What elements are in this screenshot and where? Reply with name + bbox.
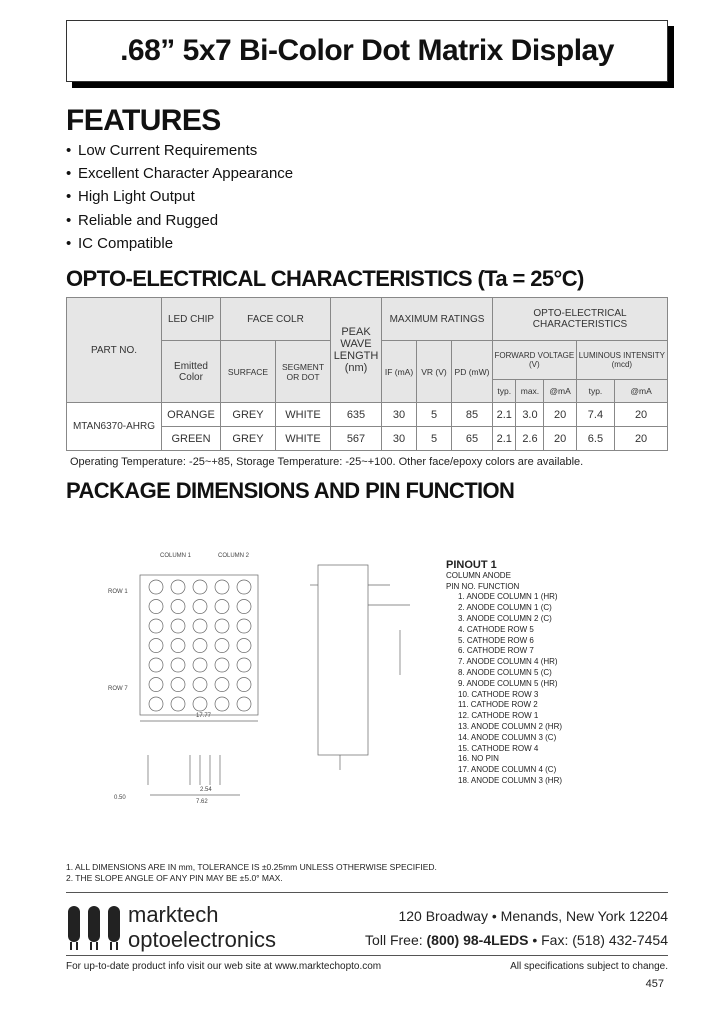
phone-line xyxy=(365,932,668,948)
spec-table xyxy=(66,297,668,451)
package-drawing xyxy=(100,545,440,815)
th-vf-max: max. xyxy=(516,380,544,403)
th-if: IF (mA) xyxy=(382,341,417,403)
features-heading: FEATURES xyxy=(66,104,221,137)
matrix-dot xyxy=(237,580,251,594)
pin-item: 10. CATHODE ROW 3 xyxy=(458,689,539,699)
matrix-dot xyxy=(215,678,229,692)
col1-label: COLUMN 1 xyxy=(160,553,192,559)
address: 120 Broadway • Menands, New York 12204 xyxy=(398,908,668,924)
feature-item: • High Light Output xyxy=(66,188,195,206)
matrix-dot xyxy=(193,619,207,633)
pin-item: 8. ANODE COLUMN 5 (C) xyxy=(458,667,552,677)
th-iv-typ: typ. xyxy=(576,380,614,403)
th-vr: VR (V) xyxy=(417,341,452,403)
matrix-dot xyxy=(149,600,163,614)
cell: 7.4 xyxy=(576,403,614,427)
cell: 20 xyxy=(615,403,668,427)
pin-item: 9. ANODE COLUMN 5 (HR) xyxy=(458,678,558,688)
marktech-logo-icon xyxy=(66,900,124,950)
matrix-dot xyxy=(237,678,251,692)
part-number: MTAN6370-AHRG xyxy=(67,403,162,451)
phone-prefix: Toll Free: xyxy=(365,932,427,948)
matrix-dot xyxy=(171,600,185,614)
brand-name: marktech xyxy=(128,902,219,927)
th-forward-voltage: FORWARD VOLTAGE (V) xyxy=(493,341,577,380)
matrix-dot xyxy=(171,697,185,711)
th-face-colr: FACE COLR xyxy=(221,298,331,341)
pin-item: 6. CATHODE ROW 7 xyxy=(458,646,534,656)
brand-subtitle: optoelectronics xyxy=(128,927,276,952)
matrix-dot xyxy=(171,619,185,633)
matrix-dot xyxy=(149,580,163,594)
cell: GREEN xyxy=(162,427,221,451)
cell: 30 xyxy=(382,403,417,427)
pin-item: 3. ANODE COLUMN 2 (C) xyxy=(458,613,552,623)
matrix-dot xyxy=(215,697,229,711)
cell: 2.1 xyxy=(493,427,516,451)
cell: 65 xyxy=(452,427,493,451)
width-label: 17.77 xyxy=(196,713,212,719)
cell: GREY xyxy=(221,403,276,427)
cell: 20 xyxy=(615,427,668,451)
pin-item: 16. NO PIN xyxy=(458,754,499,764)
matrix-dot xyxy=(215,600,229,614)
cell: 635 xyxy=(331,403,382,427)
matrix-dot xyxy=(237,639,251,653)
cell: WHITE xyxy=(276,427,331,451)
divider xyxy=(66,892,668,893)
cell: 2.6 xyxy=(516,427,544,451)
cell: 567 xyxy=(331,427,382,451)
matrix-dot xyxy=(149,658,163,672)
matrix-dot xyxy=(171,580,185,594)
matrix-dot xyxy=(237,697,251,711)
th-part-no: PART NO. xyxy=(67,298,162,403)
matrix-dot xyxy=(171,678,185,692)
cell: 20 xyxy=(544,403,576,427)
website-note: For up-to-date product info visit our web site at www.marktechopto.com xyxy=(66,961,382,972)
matrix-dot xyxy=(149,697,163,711)
bottom-label: 7.62 xyxy=(196,799,208,805)
page-number: 457 xyxy=(645,978,664,990)
table-row xyxy=(67,403,668,427)
matrix-dot xyxy=(237,600,251,614)
cell: 2.1 xyxy=(493,403,516,427)
matrix-dot xyxy=(149,619,163,633)
matrix-dot xyxy=(149,639,163,653)
th-led-chip: LED CHIP xyxy=(162,298,221,341)
cell: 6.5 xyxy=(576,427,614,451)
th-iv-ma: @mA xyxy=(615,380,668,403)
opto-heading: OPTO-ELECTRICAL CHARACTERISTICS (Ta = 25°C) xyxy=(66,266,584,291)
feature-item: • Low Current Requirements xyxy=(66,142,258,159)
cell: 85 xyxy=(452,403,493,427)
pitch-label: 2.54 xyxy=(200,787,212,793)
spec-note: All specifications subject to change. xyxy=(510,961,668,972)
pin-item: 13. ANODE COLUMN 2 (HR) xyxy=(458,721,563,731)
pin-item: 11. CATHODE ROW 2 xyxy=(458,700,538,710)
th-vf-ma: @mA xyxy=(544,380,576,403)
col2-label: COLUMN 2 xyxy=(218,553,250,559)
cell: ORANGE xyxy=(162,403,221,427)
matrix-dot xyxy=(237,658,251,672)
matrix-dot xyxy=(171,658,185,672)
matrix-dot xyxy=(215,639,229,653)
matrix-dot xyxy=(193,697,207,711)
dimension-notes xyxy=(66,862,437,884)
pin-item: 4. CATHODE ROW 5 xyxy=(458,624,534,634)
th-segment: SEGMENT OR DOT xyxy=(276,341,331,403)
pin-item: 1. ANODE COLUMN 1 (HR) xyxy=(458,592,558,602)
page-title: .68” 5x7 Bi-Color Dot Matrix Display xyxy=(120,34,614,67)
matrix-dot xyxy=(193,639,207,653)
row1-label: ROW 1 xyxy=(108,589,128,595)
row7-label: ROW 7 xyxy=(108,686,128,692)
pinout-columns: PIN NO. FUNCTION xyxy=(446,581,520,591)
lead-label: 0.50 xyxy=(114,795,126,801)
feature-item: • Reliable and Rugged xyxy=(66,211,219,229)
cell: 5 xyxy=(417,403,452,427)
th-peak-wave: PEAK WAVE LENGTH (nm) xyxy=(331,298,382,403)
package-heading: PACKAGE DIMENSIONS AND PIN FUNCTION xyxy=(66,478,515,503)
matrix-dot xyxy=(237,619,251,633)
cell: 5 xyxy=(417,427,452,451)
pin-item: 15. CATHODE ROW 4 xyxy=(458,743,539,753)
th-opto-char: OPTO-ELECTRICAL CHARACTERISTICS xyxy=(493,298,668,341)
th-pd: PD (mW) xyxy=(452,341,493,403)
features-list xyxy=(66,142,293,258)
matrix-dot xyxy=(215,580,229,594)
th-luminous-intensity: LUMINOUS INTENSITY (mcd) xyxy=(576,341,667,380)
cell: WHITE xyxy=(276,403,331,427)
phone-number: (800) 98-4LEDS xyxy=(426,932,529,948)
th-surface: SURFACE xyxy=(221,341,276,403)
feature-item: • IC Compatible xyxy=(66,234,174,252)
matrix-dot xyxy=(171,639,185,653)
th-vf-typ: typ. xyxy=(493,380,516,403)
matrix-dot xyxy=(149,678,163,692)
pinout-subtitle: COLUMN ANODE xyxy=(446,570,511,580)
note-item: 2. THE SLOPE ANGLE OF ANY PIN MAY BE ±5.0° MAX. xyxy=(66,873,283,883)
matrix-dot xyxy=(193,678,207,692)
th-max-ratings: MAXIMUM RATINGS xyxy=(382,298,493,341)
pinout-title: PINOUT 1 xyxy=(446,559,497,571)
matrix-dot xyxy=(215,658,229,672)
feature-item: • Excellent Character Appearance xyxy=(66,165,294,183)
cell: GREY xyxy=(221,427,276,451)
divider xyxy=(66,955,668,956)
cell: 30 xyxy=(382,427,417,451)
note-item: 1. ALL DIMENSIONS ARE IN mm, TOLERANCE IS ±0.25mm UNLESS OTHERWISE SPECIFIED. xyxy=(66,862,437,872)
cell: 3.0 xyxy=(516,403,544,427)
pin-item: 14. ANODE COLUMN 3 (C) xyxy=(458,732,557,742)
title-box xyxy=(66,20,668,82)
matrix-dot xyxy=(215,619,229,633)
th-emitted-color: Emitted Color xyxy=(162,341,221,403)
pin-item: 5. CATHODE ROW 6 xyxy=(458,635,534,645)
matrix-dot xyxy=(193,658,207,672)
pin-item: 18. ANODE COLUMN 3 (HR) xyxy=(458,775,563,785)
cell: 20 xyxy=(544,427,576,451)
pin-item: 2. ANODE COLUMN 1 (C) xyxy=(458,603,552,613)
operating-note: Operating Temperature: -25~+85, Storage Temperature: -25~+100. Other face/epoxy colors are available. xyxy=(70,456,584,468)
matrix-dot xyxy=(193,600,207,614)
fax-number: • Fax: (518) 432-7454 xyxy=(528,932,668,948)
pin-item: 7. ANODE COLUMN 4 (HR) xyxy=(458,657,558,667)
pinout-block xyxy=(446,560,562,787)
matrix-dot xyxy=(193,580,207,594)
pin-item: 17. ANODE COLUMN 4 (C) xyxy=(458,765,557,775)
pin-item: 12. CATHODE ROW 1 xyxy=(458,711,539,721)
